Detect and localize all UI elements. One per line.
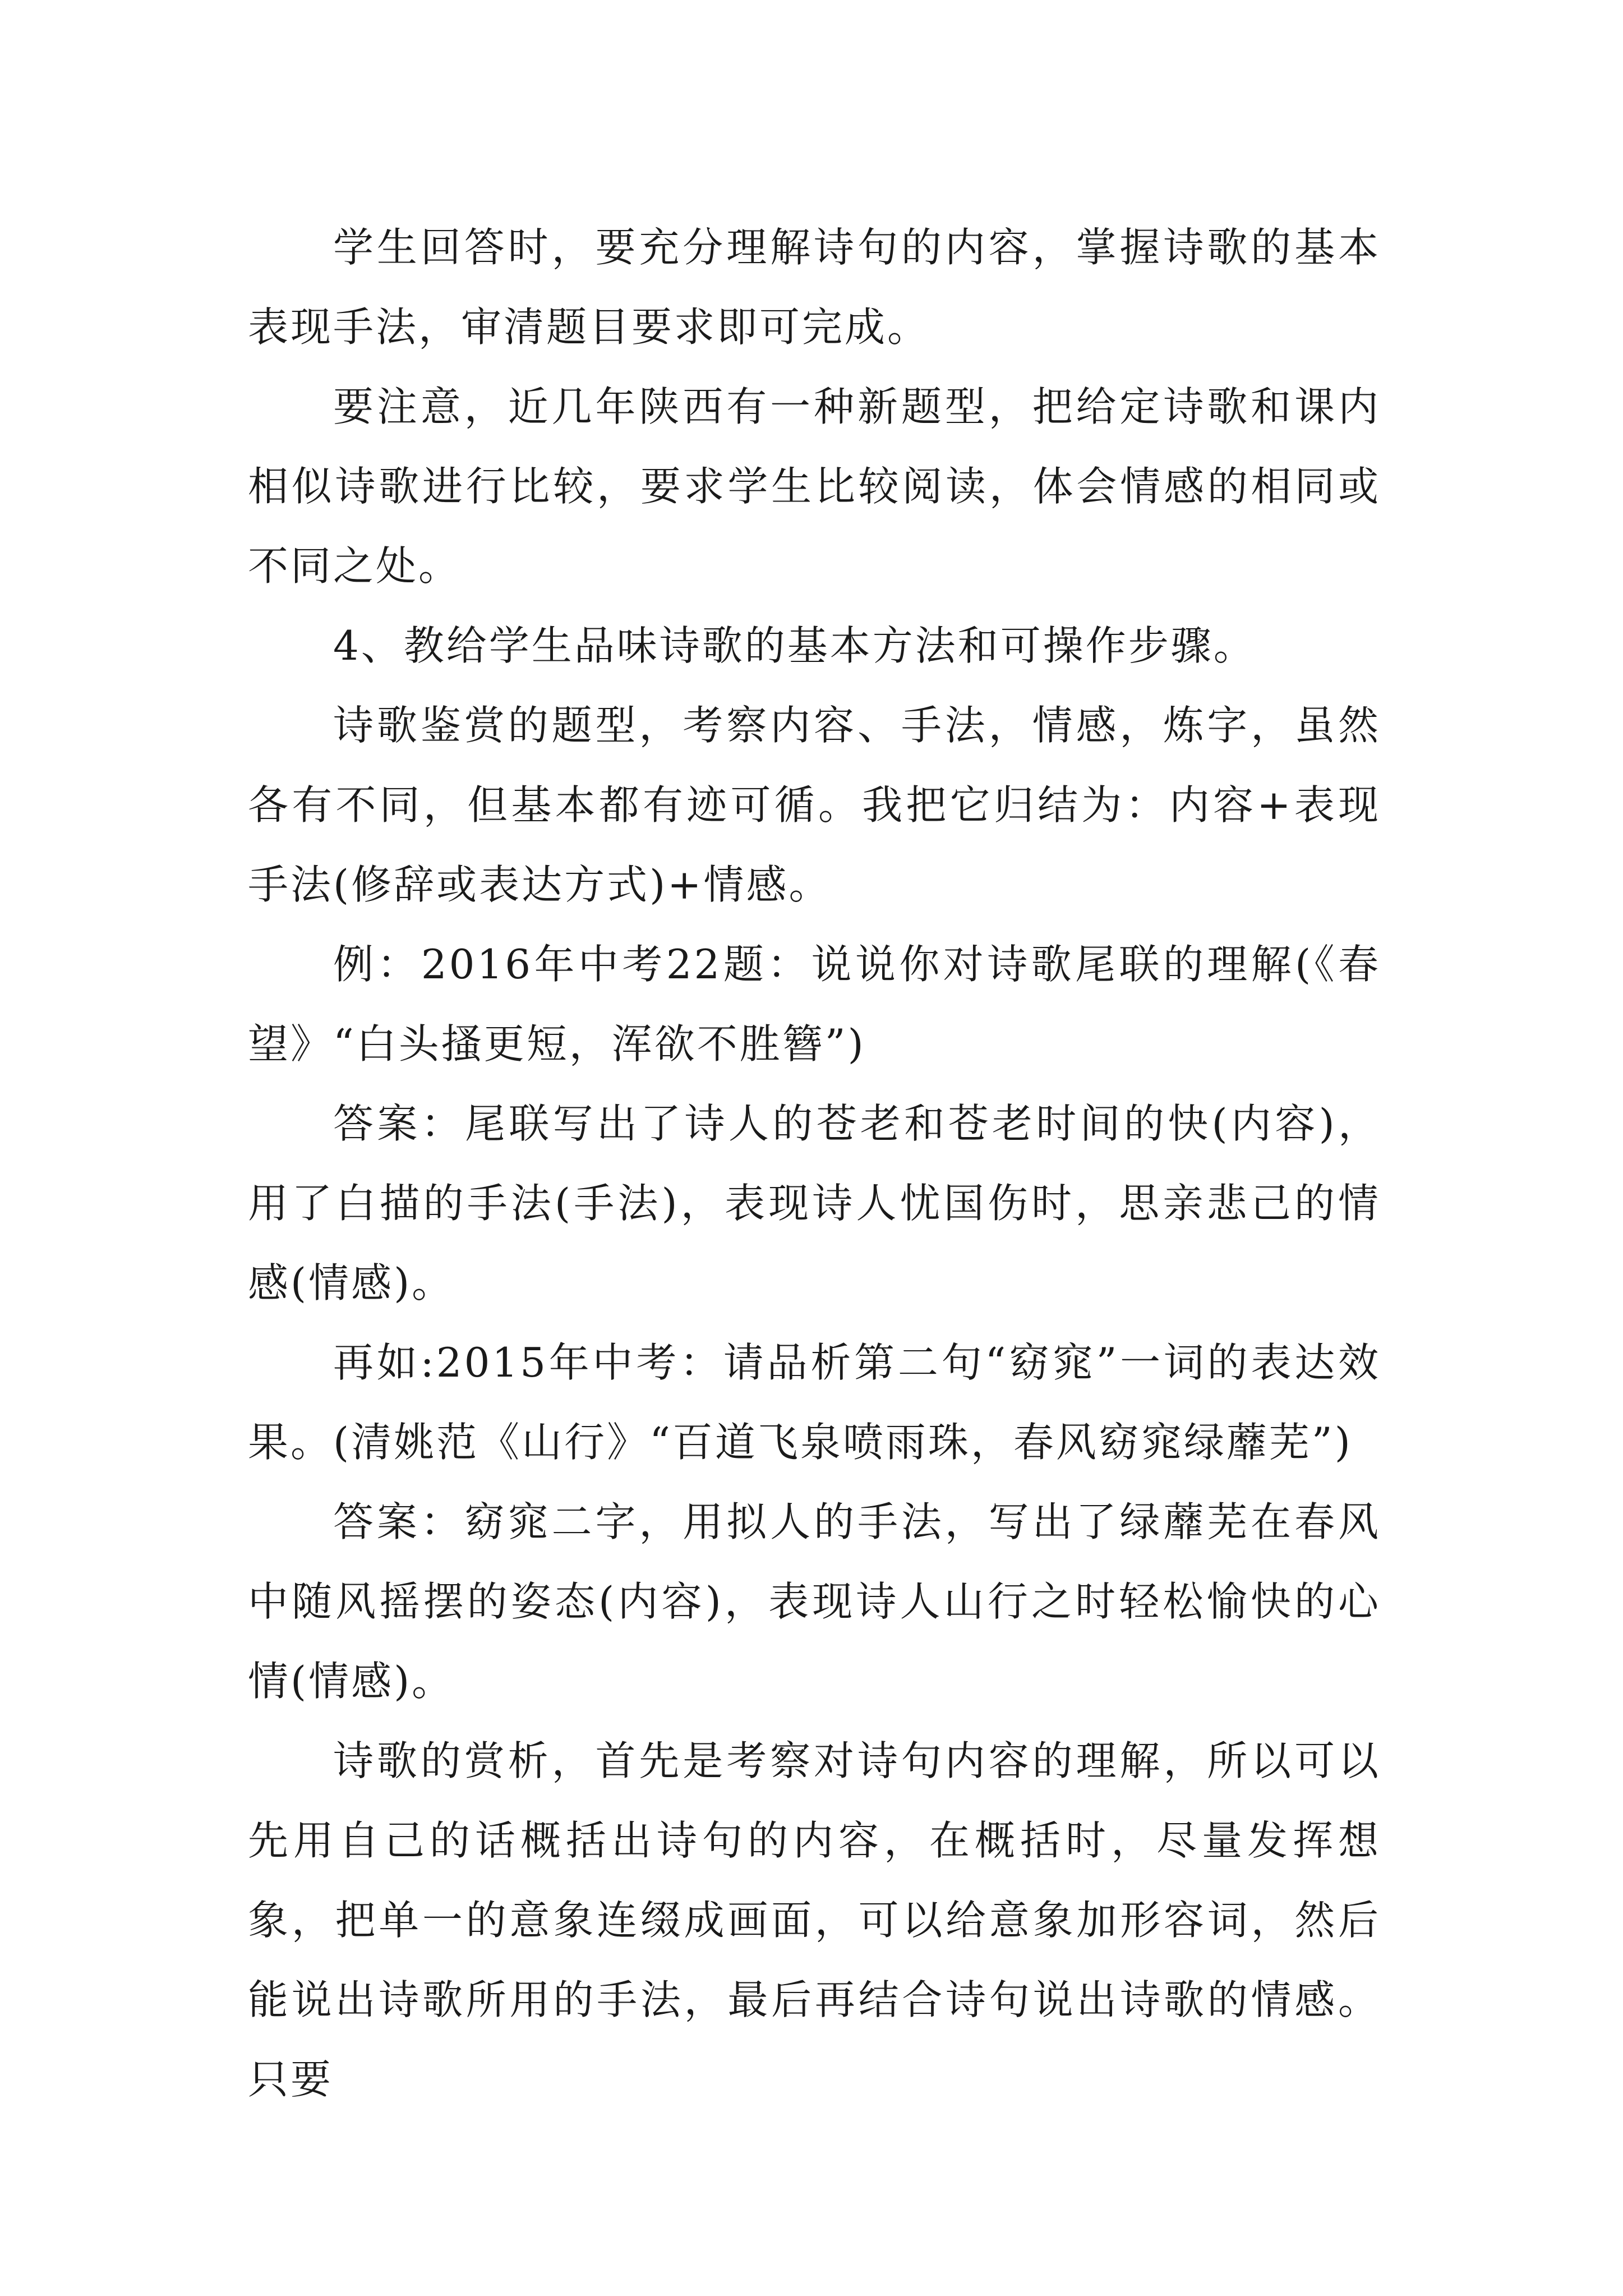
paragraph-appreciation-formula: 诗歌鉴赏的题型，考察内容、手法，情感，炼字，虽然各有不同，但基本都有迹可循。我把它归结为：内容+表现手法(修辞或表达方式)+情感。	[248, 702, 1381, 908]
paragraph-answer-2015: 答案：窈窕二字，用拟人的手法，写出了绿蘼芜在春风中随风摇摆的姿态(内容)，表现诗人山行之时轻松愉快的心情(情感)。	[248, 1498, 1381, 1705]
paragraph-answer-tips: 学生回答时，要充分理解诗句的内容，掌握诗歌的基本表现手法，审清题目要求即可完成。	[248, 224, 1381, 351]
paragraph-example-2016: 例：2016年中考22题：说说你对诗歌尾联的理解(《春望》“白头搔更短，浑欲不胜簪”)	[248, 941, 1381, 1068]
paragraph-example-2015: 再如:2015年中考：请品析第二句“窈窕”一词的表达效果。(清姚范《山行》“百道飞泉喷雨珠，春风窈窕绿蘼芜”)	[248, 1339, 1381, 1466]
paragraph-new-question-type: 要注意，近几年陕西有一种新题型，把给定诗歌和课内相似诗歌进行比较，要求学生比较阅读，体会情感的相同或不同之处。	[248, 383, 1381, 590]
paragraph-answer-2016: 答案：尾联写出了诗人的苍老和苍老时间的快(内容)，用了白描的手法(手法)，表现诗人忧国伤时，思亲悲己的情感(情感)。	[248, 1100, 1381, 1306]
paragraph-method-summary: 诗歌的赏析，首先是考察对诗句内容的理解，所以可以先用自己的话概括出诗句的内容，在概括时，尽量发挥想象，把单一的意象连缀成画面，可以给意象加形容词，然后能说出诗歌所用的手法，最后再结合诗句说出诗歌的情感。只要	[248, 1737, 1381, 2103]
paragraph-section-heading: 4、教给学生品味诗歌的基本方法和可操作步骤。	[333, 622, 1256, 669]
document-body	[248, 208, 1381, 2119]
